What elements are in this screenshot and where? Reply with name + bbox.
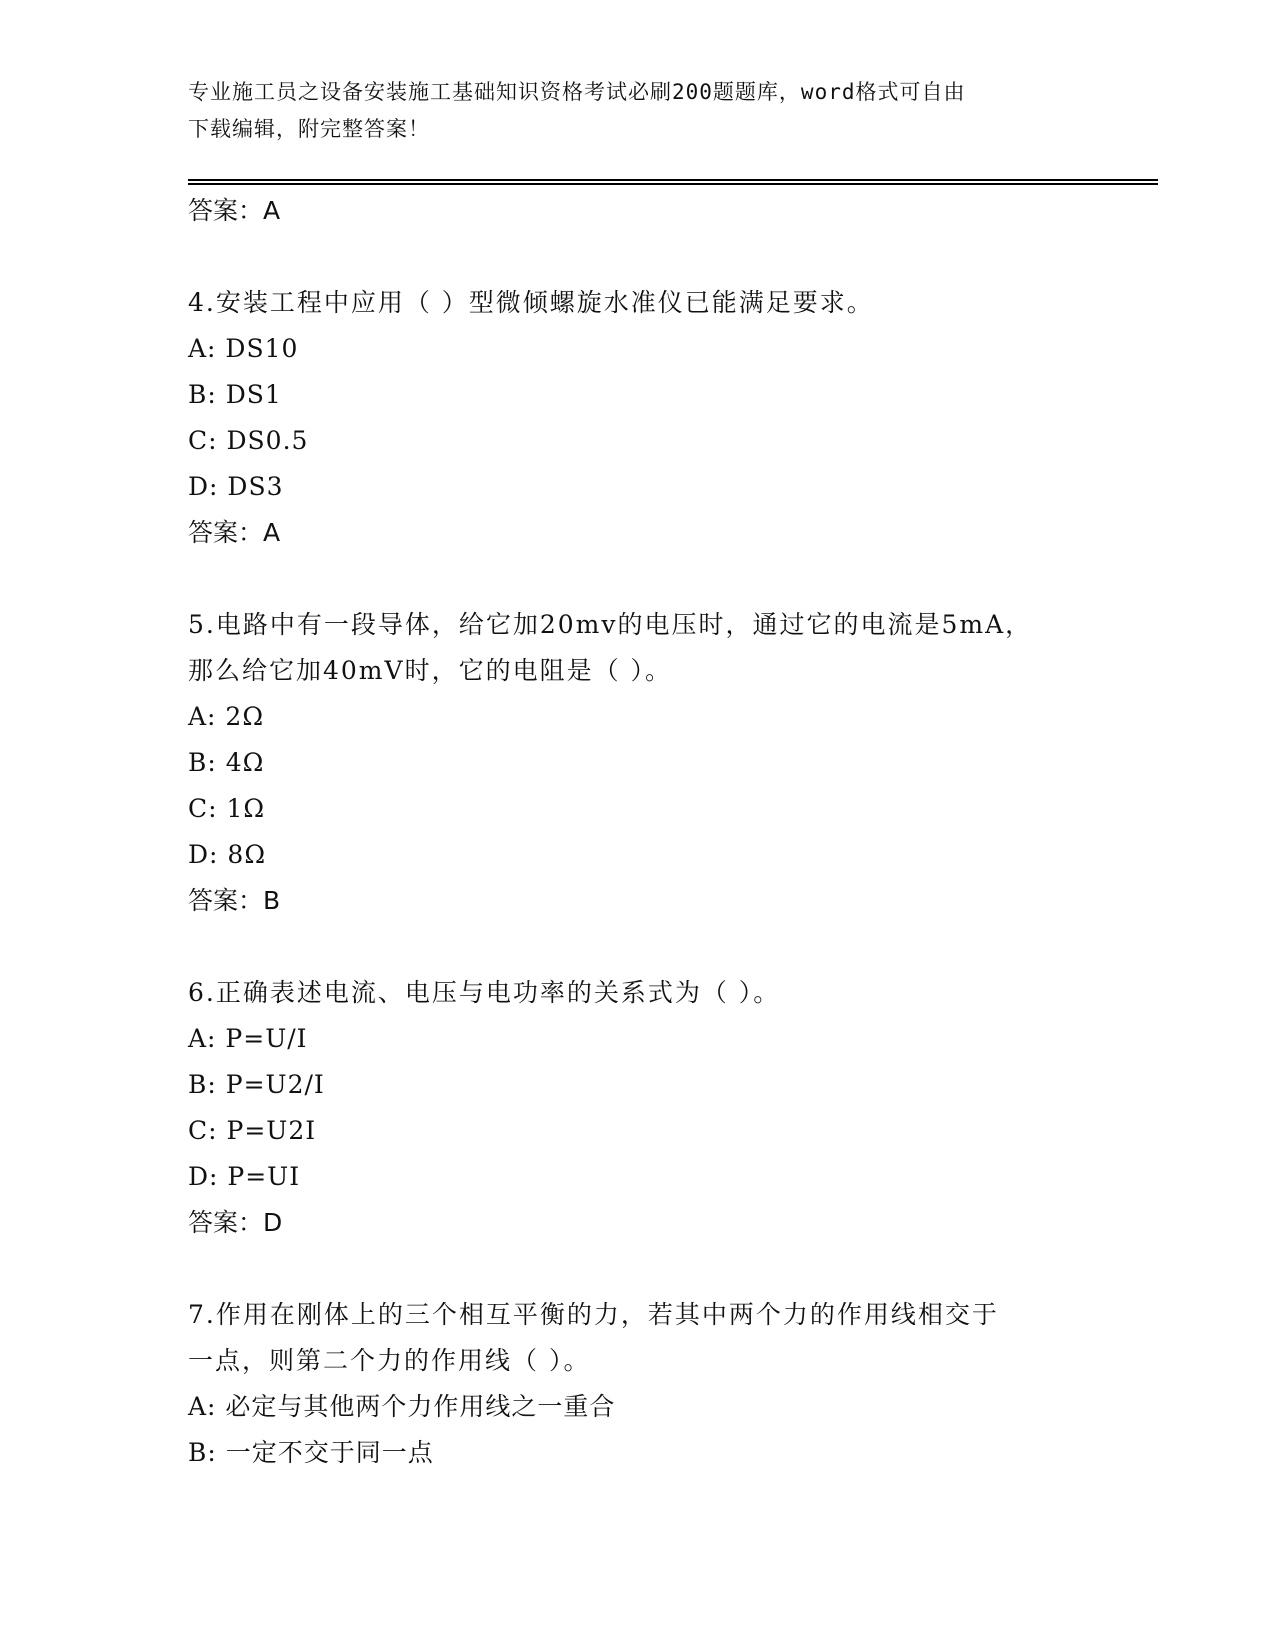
document-header (188, 74, 1068, 148)
answer: 答案：A (188, 518, 281, 547)
option-b: B: 一定不交于同一点 (188, 1438, 434, 1467)
header-rule-bottom (188, 183, 1158, 185)
option-c: C: DS0.5 (188, 426, 309, 455)
answer: 答案：D (188, 1208, 283, 1237)
option-b: B: DS1 (188, 380, 282, 409)
header-line-2: 下载编辑，附完整答案！ (188, 117, 430, 141)
question-6 (188, 970, 1088, 1246)
question-7 (188, 1292, 1088, 1476)
question-stem-line-1: 7.作用在刚体上的三个相互平衡的力，若其中两个力的作用线相交于 (188, 1300, 999, 1329)
option-a: A: DS10 (188, 334, 299, 363)
question-stem-line-1: 5.电路中有一段导体，给它加20mv的电压时，通过它的电流是5mA， (188, 610, 1033, 639)
option-d: D: 8Ω (188, 840, 267, 869)
option-c: C: 1Ω (188, 794, 266, 823)
question-4 (188, 280, 1088, 556)
option-a: A: 必定与其他两个力作用线之一重合 (188, 1392, 616, 1421)
option-d: D: P=UI (188, 1162, 301, 1191)
option-d: D: DS3 (188, 472, 284, 501)
answer: 答案：B (188, 886, 281, 915)
question-stem: 4.安装工程中应用（ ）型微倾螺旋水准仪已能满足要求。 (188, 288, 874, 317)
option-b: B: 4Ω (188, 748, 265, 777)
header-line-1: 专业施工员之设备安装施工基础知识资格考试必刷200题题库，word格式可自由 (188, 80, 966, 104)
question-stem-line-2: 那么给它加40mV时，它的电阻是（ ）。 (188, 656, 673, 685)
option-c: C: P=U2I (188, 1116, 317, 1145)
question-5 (188, 602, 1088, 924)
question-stem: 6.正确表述电流、电压与电功率的关系式为（ ）。 (188, 978, 781, 1007)
document-content (188, 188, 1088, 1476)
previous-answer: 答案：A (188, 196, 281, 225)
option-b: B: P=U2/I (188, 1070, 325, 1099)
header-rule-top (188, 179, 1158, 181)
option-a: A: P=U/I (188, 1024, 308, 1053)
question-stem-line-2: 一点，则第二个力的作用线（ ）。 (188, 1346, 591, 1375)
option-a: A: 2Ω (188, 702, 265, 731)
